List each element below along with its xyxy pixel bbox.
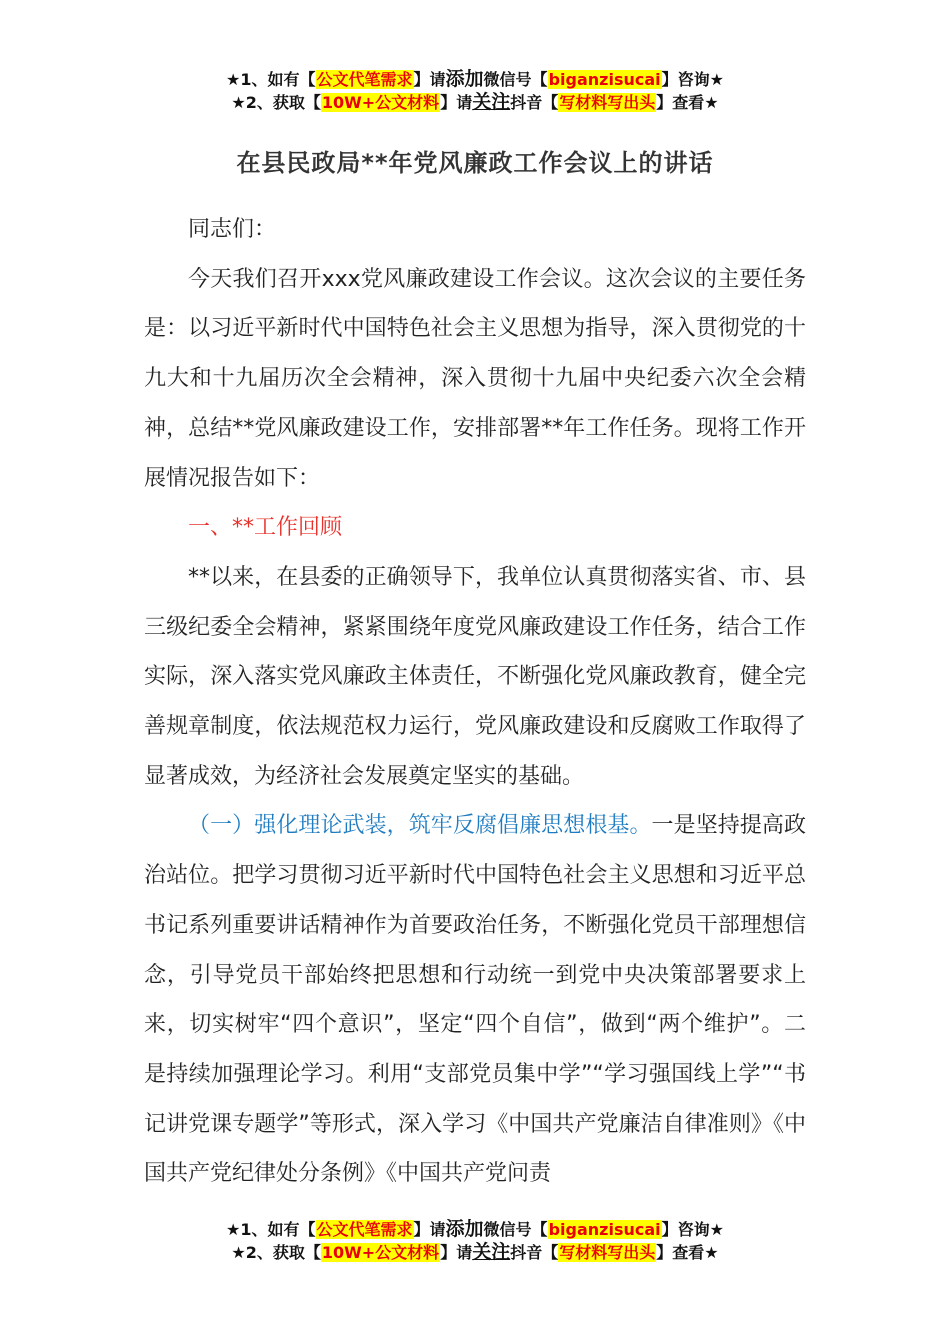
salutation: 同志们： — [188, 217, 277, 242]
footer-promo-banner — [0, 1218, 950, 1264]
promo-emphasis: 添加 — [445, 1218, 484, 1240]
promo-line-1 — [0, 1218, 950, 1241]
promo-highlight: 公文代笔需求 — [316, 1220, 413, 1239]
promo-text: 】查看★ — [656, 1243, 719, 1262]
promo-wechat-id: biganzisucai — [548, 1220, 661, 1239]
promo-line-2 — [0, 1241, 950, 1264]
promo-text: ★2、获取【 — [231, 93, 321, 112]
promo-text: 】咨询★ — [661, 1220, 724, 1239]
promo-text: 抖音【 — [510, 93, 559, 112]
promo-emphasis: 添加 — [445, 68, 484, 90]
promo-highlight: 10W+公文材料 — [321, 1243, 440, 1262]
promo-highlight: 10W+公文材料 — [321, 93, 440, 112]
promo-text: ★2、获取【 — [231, 1243, 321, 1262]
promo-douyin-account: 写材料写出头 — [559, 93, 656, 112]
section-paragraph: **以来，在县委的正确领导下，我单位认真贯彻落实省、市、县三级纪委全会精神，紧紧围绕年度党风廉政建设工作任务，结合工作实际，深入落实党风廉政主体责任，不断强化党风廉政教育，健全完善规章制度，依法规范权力运行，党风廉政建设和反腐败工作取得了显著成效，为经济社会发展奠定坚实的基础。 — [144, 564, 806, 789]
promo-douyin-account: 写材料写出头 — [559, 1243, 656, 1262]
intro-paragraph: 今天我们召开xxx党风廉政建设工作会议。这次会议的主要任务是：以习近平新时代中国特色社会主义思想为指导，深入贯彻党的十九大和十九届历次全会精神，深入贯彻十九届中央纪委六次全会精神，总结**党风廉政建设工作，安排部署**年工作任务。现将工作开展情况报告如下： — [144, 266, 806, 491]
promo-text: ★1、如有【 — [226, 70, 316, 89]
promo-highlight: 公文代笔需求 — [316, 70, 413, 89]
promo-text: 微信号【 — [483, 70, 548, 89]
promo-wechat-id: biganzisucai — [548, 70, 661, 89]
promo-text: 】请 — [413, 70, 446, 89]
promo-text: 抖音【 — [510, 1243, 559, 1262]
promo-text: ★1、如有【 — [226, 1220, 316, 1239]
subsection-heading: （一）强化理论武装，筑牢反腐倡廉思想根基。 — [188, 813, 652, 839]
promo-emphasis: 关注 — [472, 1241, 511, 1263]
section-heading: 一、**工作回顾 — [188, 515, 343, 541]
promo-text: 】查看★ — [656, 93, 719, 112]
subsection-paragraph — [144, 801, 806, 1199]
promo-text: 】请 — [413, 1220, 446, 1239]
document-title: 在县民政局**年党风廉政工作会议上的讲话 — [236, 149, 714, 177]
subsection-text: 一是坚持提高政治站位。把学习贯彻习近平新时代中国特色社会主义思想和习近平总书记系列重要讲话精神作为首要政治任务，不断强化党员干部理想信念，引导党员干部始终把思想和行动统一到党中央决策部署要求上来，切实树牢“四个意识”，坚定“四个自信”，做到“两个维护”。二是持续加强理论学习。利用“支部党员集中学”“学习强国线上学”“书记讲党课专题学”等形式，深入学习《中国共产党廉洁自律准则》《中国共产党纪律处分条例》《中国共产党问责 — [144, 813, 806, 1187]
promo-line-1 — [0, 68, 950, 91]
promo-text: 微信号【 — [483, 1220, 548, 1239]
promo-text: 】请 — [440, 1243, 473, 1262]
promo-line-2 — [0, 91, 950, 114]
promo-emphasis: 关注 — [472, 91, 511, 113]
promo-text: 】请 — [440, 93, 473, 112]
document-body — [144, 205, 806, 1199]
header-promo-banner — [0, 68, 950, 114]
promo-text: 】咨询★ — [661, 70, 724, 89]
